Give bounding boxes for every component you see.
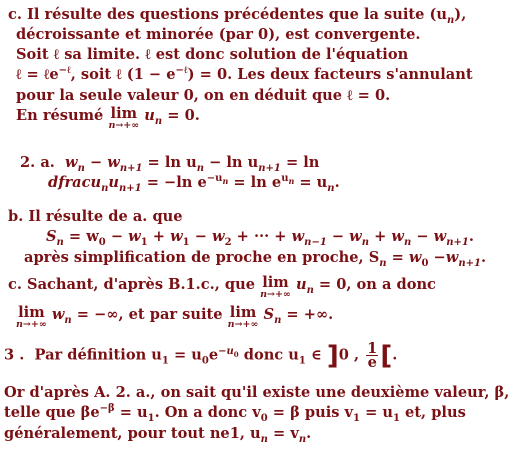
line-3-1: 3 . Par définition $u_1 = u_0e^{-u_0}$ donc $u_1$ ∈ ]0 , $\frac{1}{e}$ [. (4, 340, 398, 371)
limit: lim n→+∞ (108, 105, 140, 131)
line-c-5 (16, 87, 390, 105)
text: = 0. (162, 107, 200, 124)
line-2b-2: $S_n = w_0 - w_1 + w_1 - w_2$ + ··· + $w_{n-1} - w_n + w_n - w_{n+1}$. (46, 228, 474, 248)
text: pour la seule valeur 0, on en déduit que ℓ = 0. (16, 87, 391, 104)
line-3-3: telle que $\beta e^{-\beta} = u_1$. On a donc $v_0 = \beta$ puis $v_1 = u_1$ et, plus (4, 403, 466, 424)
fraction: $\frac{1}{e}$ (367, 340, 378, 371)
line-2a-1: 2. a. $w_n - w_{n+1} = \ln u_n - \ln u_{n+1} = \ln$ (20, 154, 320, 174)
line-c-1: c. Il résulte des questions précédentes que la suite $(u_n)$, (8, 6, 467, 26)
label: 2. a. (20, 154, 55, 171)
line-2a-2: $dfracu_nu_{n+1} = -\ln$ $e^{-u_n} = \ln e^{u_n} = u_n$. (48, 173, 340, 194)
line-2c-2: lim n→+∞ $w_n$ = −∞, et par suite lim n→+∞ $S_n$ = +∞. (16, 304, 334, 330)
line-2b-1: b. Il résulte de a. que (8, 208, 183, 225)
line-3-2: Or d'après A. 2. a., on sait qu'il existe une deuxième valeur, β, (4, 384, 509, 401)
exponent: −ℓ (58, 65, 71, 77)
line-c-3 (16, 46, 408, 64)
text: c. Il résulte des questions précédentes que la suite (u (8, 6, 448, 23)
text: ), (454, 6, 467, 23)
exponent: −ℓ (175, 65, 188, 77)
line-3-4: généralement, pour tout ne1, $u_n = v_n$. (4, 425, 312, 445)
line-2c-1: c. Sachant, d'après B.1.c., que lim n→+∞ $u_n = 0$, on a donc (8, 274, 436, 300)
line-c-6: En résumé lim n→+∞ $u_n = 0$. (16, 105, 200, 131)
text: Soit ℓ sa limite. ℓ est donc solution de l'équation (16, 46, 409, 63)
line-c-4 (16, 66, 473, 84)
text: ) = 0. Les deux facteurs s'annulant (187, 66, 473, 83)
text: u (144, 107, 155, 124)
text: ℓ = ℓe (16, 66, 59, 83)
text: En résumé (16, 107, 104, 124)
text: décroissante et minorée (par 0), est convergente. (16, 26, 421, 43)
text: , soit ℓ (1 − e (70, 66, 176, 83)
line-2b-3: après simplification de proche en proche, $S_n = w_0 -w_{n+1}$. (24, 249, 487, 269)
line-c-2 (16, 26, 421, 44)
